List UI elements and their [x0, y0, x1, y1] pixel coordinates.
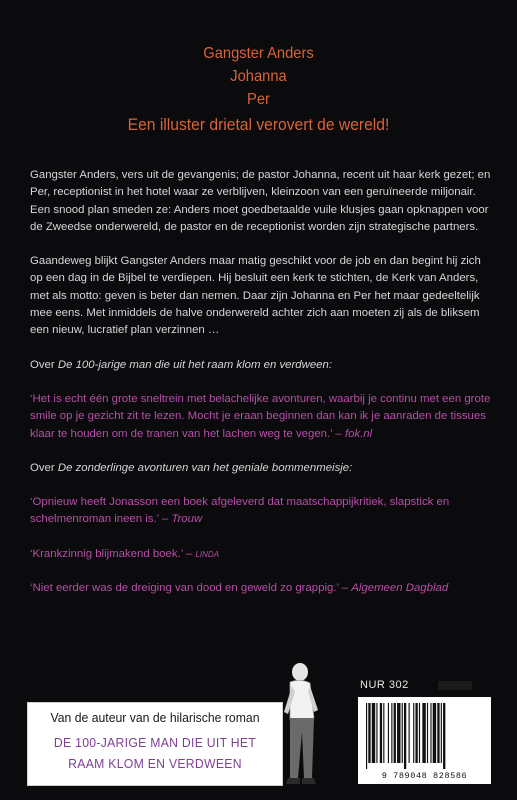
review-quote-2 — [30, 494, 492, 529]
barcode-bar — [402, 703, 403, 763]
barcode-bar — [372, 703, 375, 763]
quote-source: Trouw — [171, 513, 203, 526]
book-title-bommenmeisje: De zonderlinge avonturen van het geniale bommenmeisje: — [57, 461, 353, 474]
barcode-bar — [443, 703, 445, 769]
barcode-bar — [409, 703, 410, 763]
barcode-bar — [380, 703, 382, 763]
banner-line-1: Van de auteur van de hilarische roman — [50, 710, 260, 725]
review-quote-3 — [30, 546, 492, 563]
barcode-bar — [437, 703, 439, 763]
barcode-bar — [404, 703, 406, 769]
back-cover-text — [30, 167, 492, 614]
barcode-bar — [441, 703, 442, 763]
barcode-bar — [368, 703, 370, 763]
blurb-paragraph-2: Gaandeweg blijkt Gangster Anders maar matig geschikt voor de job en dan begint hij zich op een dag in de Bijbel te verdiepen. Hij besluit een kerk te stichten, de Kerk van Anders, met als motto: geven is beter dan nemen. Daar zijn Johanna en Per het maar gedeeltelijk mee eens. Met inmiddels de halve onderwereld achter zich aan moeten zij als de bliksem een nieuw, lucratief plan verzinnen … — [30, 255, 481, 337]
quote-text: ‘Niet eerder was de dreiging van dood en geweld zo grappig.’ – — [30, 582, 352, 595]
review-quote-4 — [30, 580, 492, 597]
quote-source: fok.nl — [344, 427, 373, 440]
nur-code: NUR 302 — [360, 679, 409, 691]
author-banner — [27, 702, 283, 786]
barcode-bar — [427, 703, 428, 763]
title-johanna: Johanna — [230, 68, 287, 85]
blurb-paragraph-1: Gangster Anders, vers uit de gevangenis; de pastor Johanna, recent uit haar kerk gezet; en Per, receptionist in het hotel waar ze verblijven, kleinzoon van een geruïneerde miljonair. Een snood plan smeden ze: Anders moet goedbetaalde vuile klusjes gaan opknappen voor de Zweedse onderwereld, de pastor en de receptionist worden zijn strategische partners. — [30, 169, 491, 233]
nur-mark — [438, 681, 472, 690]
over-prefix: Over — [30, 358, 58, 371]
title-gangster-anders: Gangster Anders — [203, 45, 314, 62]
quote-text: ‘Opnieuw heeft Jonasson een boek afgeleverd dat maatschappijkritiek, slapstick en schelmenroman ineen is.’ – — [30, 496, 450, 526]
cover-titles — [0, 42, 517, 138]
isbn-number: 9 789048 828586 — [381, 771, 468, 781]
barcode-bar — [383, 703, 384, 763]
quote-text: ‘Het is echt één grote sneltrein met belachelijke avonturen, waarbij je continu met een grote smile op je gezicht zit te lezen. Mocht je eraan beginnen dan kan ik je aanraden de tissues klaar te houden om de tranen van het lachen weg te vegen.’ – — [30, 392, 491, 440]
barcode-bar — [376, 703, 377, 763]
quote-text: ‘Krankzinnig blijmakend boek.’ – — [30, 547, 196, 560]
barcode-bar — [391, 703, 392, 763]
barcode-bar — [422, 703, 425, 763]
old-man-figure-icon — [268, 660, 328, 800]
review-heading-1 — [30, 357, 492, 374]
title-per: Per — [247, 91, 270, 108]
barcode-bar — [419, 703, 420, 763]
barcode-bar — [366, 703, 367, 769]
banner-line-3: RAAM KLOM EN VERDWEEN — [68, 756, 242, 771]
review-quote-1 — [30, 391, 492, 443]
barcode-bars-icon — [364, 703, 485, 769]
book-title-100-jarige: De 100-jarige man die uit het raam klom en verdween: — [57, 358, 333, 371]
quote-source: Algemeen Dagblad — [351, 582, 449, 595]
over-prefix: Over — [30, 461, 58, 474]
quote-source: LINDA — [195, 549, 220, 559]
barcode-bar — [430, 703, 431, 763]
tagline: Een illuster drietal verovert de wereld! — [127, 115, 390, 134]
barcode-bar — [413, 703, 414, 763]
barcode — [358, 697, 491, 784]
barcode-bar — [415, 703, 417, 763]
barcode-bar — [397, 703, 400, 763]
banner-line-2: DE 100-JARIGE MAN DIE UIT HET — [53, 735, 257, 750]
barcode-bar — [433, 703, 436, 763]
review-heading-2 — [30, 460, 492, 477]
barcode-bar — [388, 703, 389, 763]
barcode-bar — [394, 703, 396, 763]
